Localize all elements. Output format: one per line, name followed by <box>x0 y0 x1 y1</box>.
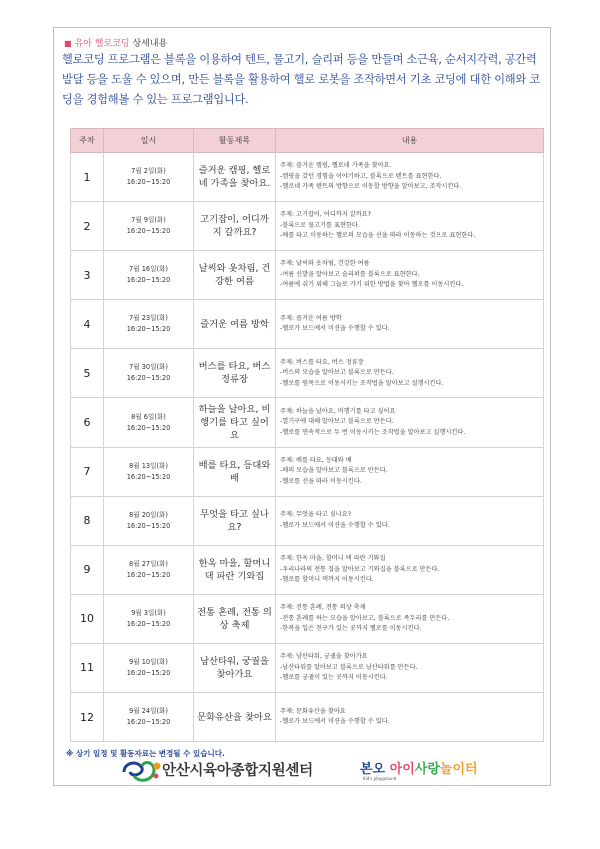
session-date: 7월 9일(화) <box>131 216 166 225</box>
content-line: -남산타워를 알아보고 블록으로 남산타워를 만든다. <box>280 663 418 671</box>
activity-title <box>194 300 276 349</box>
activity-title-text: 즐거운 캠핑, 헬로네 가족을 찾아요. <box>198 165 271 190</box>
content-line: -캠핑을 갔던 경험을 이야기하고, 블록으로 텐트를 표현한다. <box>280 172 442 180</box>
activity-title-text: 배를 타요, 등대와 배 <box>198 459 271 484</box>
session-time: 16:20~15:20 <box>126 619 171 628</box>
session-datetime <box>104 545 194 594</box>
week-number <box>71 643 104 692</box>
activity-content <box>276 398 544 447</box>
activity-title <box>194 496 276 545</box>
activity-content <box>276 643 544 692</box>
activity-content <box>276 594 544 643</box>
week-number <box>71 349 104 398</box>
table-row <box>71 349 544 398</box>
week-number <box>71 693 104 742</box>
activity-title-text: 남산타워, 궁궐을 찾아가요 <box>200 655 269 680</box>
activity-content <box>276 545 544 594</box>
header-date: 일시 <box>104 129 194 153</box>
session-datetime <box>104 496 194 545</box>
header-content: 내용 <box>276 129 544 153</box>
week-number-text: 8 <box>83 514 91 528</box>
activity-content <box>276 300 544 349</box>
activity-content <box>276 447 544 496</box>
session-date: 9월 24일(화) <box>129 707 168 716</box>
content-line: -헬로네 가족 텐트의 방향으로 이동할 방향을 알아보고, 조작시킨다. <box>280 183 462 191</box>
content-line: -헬로를 궁궐이 있는 곳까지 이동시킨다. <box>280 674 388 682</box>
session-date: 7월 2일(화) <box>131 167 166 176</box>
activity-title <box>194 153 276 202</box>
content-line: 주제: 배를 타요, 등대와 배 <box>280 456 352 464</box>
content-line: 주제: 남산타워, 궁궐을 찾아가요 <box>280 653 368 661</box>
header-no: 주차 <box>71 129 104 153</box>
content-line: -헬로를 원목으로 이동시키는 조작법을 알아보고 실행시킨다. <box>280 379 444 387</box>
table-row <box>71 496 544 545</box>
content-line: 주제: 문화유산을 찾아요 <box>280 707 346 715</box>
activity-content <box>276 693 544 742</box>
week-number-text: 5 <box>83 366 91 380</box>
activity-title <box>194 349 276 398</box>
session-date: 8월 20일(화) <box>129 510 168 519</box>
week-number-text: 7 <box>83 465 91 479</box>
activity-title <box>194 202 276 251</box>
session-date: 9월 3일(화) <box>131 608 166 617</box>
content-line: 주제: 고기잡이, 어디까지 갈까요? <box>280 211 371 219</box>
content-line: 주제: 즐거운 캠핑, 헬로네 가족을 찾아요. <box>280 162 392 170</box>
content-line: -우리나라의 전통 집을 알아보고 기와집을 블록으로 만든다. <box>280 565 440 573</box>
session-datetime <box>104 202 194 251</box>
activity-title <box>194 398 276 447</box>
session-time: 16:20~15:20 <box>126 668 171 677</box>
activity-title-text: 고기잡이, 어디까지 갈까요? <box>200 214 269 239</box>
activity-content <box>276 251 544 300</box>
activity-title-text: 전통 혼례, 전통 의상 축제 <box>197 606 272 631</box>
session-date: 8월 6일(화) <box>131 412 166 421</box>
session-date: 7월 16일(화) <box>129 265 168 274</box>
session-time: 16:20~15:20 <box>126 472 171 481</box>
week-number-text: 1 <box>83 170 91 184</box>
section-title-prefix: 유아 헬로코딩 <box>74 39 130 49</box>
session-date: 8월 27일(화) <box>129 559 168 568</box>
content-line: -한복을 입은 친구가 있는 곳까지 헬로를 이동시킨다. <box>280 625 422 633</box>
week-number <box>71 447 104 496</box>
week-number-text: 12 <box>80 710 94 724</box>
week-number-text: 6 <box>83 416 91 430</box>
activity-content <box>276 349 544 398</box>
week-number <box>71 153 104 202</box>
week-number-text: 10 <box>80 612 94 626</box>
square-bullet-icon: ■ <box>64 39 72 48</box>
intro-paragraph: 헬로코딩 프로그램은 블록을 이용하여 텐트, 물고기, 슬리퍼 등을 만들며 소근육, 순서지각력, 공간력 발달 등을 도울 수 있으며, 만든 블록을 활용하여 헬로 로봇을 조작하면서 기초 코딩에 대한 이해와 코딩을 경험해볼 수 있는 프로그램입니다. <box>62 53 540 106</box>
activity-title-text: 하늘을 날아요, 비행기를 타고 싶어요 <box>198 404 271 442</box>
activity-title <box>194 545 276 594</box>
content-line: 주제: 날씨와 옷차림, 건강한 여름 <box>280 260 370 268</box>
session-time: 16:20~15:20 <box>126 718 171 727</box>
content-line: -배를 타고 이동하는 헬로의 모습을 선을 따라 이동하는 것으로 표현한다. <box>280 232 476 240</box>
session-datetime <box>104 643 194 692</box>
table-row <box>71 300 544 349</box>
activity-title-text: 즐거운 여름 방학 <box>200 318 269 330</box>
activity-content <box>276 153 544 202</box>
brand-subtitle: Kid's playground <box>363 776 397 781</box>
content-line: -헬로가 보드에서 미션을 수행할 수 있다. <box>280 718 390 726</box>
week-number-text: 11 <box>80 661 94 675</box>
schedule-table <box>70 128 544 742</box>
week-number <box>71 545 104 594</box>
session-datetime <box>104 349 194 398</box>
session-time: 16:20~15:20 <box>126 521 171 530</box>
table-body <box>71 153 544 742</box>
header-title: 활동제목 <box>194 129 276 153</box>
session-datetime <box>104 153 194 202</box>
content-line: -열기구에 대해 알아보고 블록으로 만든다. <box>280 418 394 426</box>
notice-text: ※ 상기 일정 및 활동자료는 변경될 수 있습니다. <box>66 749 225 758</box>
session-time: 16:20~15:20 <box>126 325 171 334</box>
table-row <box>71 398 544 447</box>
session-datetime <box>104 447 194 496</box>
session-datetime <box>104 693 194 742</box>
content-line: -헬로를 연속적으로 두 번 이동시키는 조작법을 알아보고 실행시킨다. <box>280 428 466 436</box>
session-time: 16:20~15:20 <box>126 178 171 187</box>
table-row <box>71 447 544 496</box>
week-number <box>71 202 104 251</box>
session-time: 16:20~15:20 <box>126 276 171 285</box>
activity-title-text: 무엇을 타고 싶나요? <box>200 508 269 533</box>
brand-part-a: 본오 <box>360 762 386 777</box>
activity-title-text: 한옥 마을, 할머니 댁 파란 기와집 <box>198 557 271 582</box>
activity-title <box>194 643 276 692</box>
session-datetime <box>104 300 194 349</box>
content-line: -배의 모습을 알아보고 블록으로 만든다. <box>280 467 388 475</box>
content-line: -헬로가 보드에서 미션을 수행할 수 있다. <box>280 325 390 333</box>
activity-title <box>194 693 276 742</box>
content-line: 주제: 전통 혼례, 전통 의상 축제 <box>280 604 366 612</box>
activity-title-text: 문화유산을 찾아요 <box>197 711 272 723</box>
content-line: -전통 혼례를 하는 모습을 알아보고, 블록으로 족두리를 만든다. <box>280 614 450 622</box>
session-date: 7월 23일(화) <box>129 314 168 323</box>
brand-part-d: 놀이터 <box>439 762 478 777</box>
session-time: 16:20~15:20 <box>126 374 171 383</box>
week-number-text: 9 <box>83 563 91 577</box>
table-header-row <box>71 129 544 153</box>
content-line: -여름 신발을 알아보고 슬리퍼를 블록으로 표현한다. <box>280 270 420 278</box>
session-date: 7월 30일(화) <box>129 363 168 372</box>
table-row <box>71 693 544 742</box>
activity-title <box>194 447 276 496</box>
week-number <box>71 496 104 545</box>
content-line: -블록으로 물고기를 표현한다. <box>280 221 360 229</box>
week-number-text: 2 <box>83 219 91 233</box>
content-line: 주제: 버스를 타요, 버스 정류장 <box>280 358 364 366</box>
week-number <box>71 300 104 349</box>
content-line: -버스의 모습을 알아보고 블록으로 만든다. <box>280 369 394 377</box>
activity-title-text: 날씨와 옷차림, 건강한 여름 <box>198 263 271 288</box>
brand-part-c: 사랑 <box>414 762 440 777</box>
week-number-text: 3 <box>83 268 91 282</box>
content-line: -헬로가 보드에서 미션을 수행할 수 있다. <box>280 521 390 529</box>
table-row <box>71 594 544 643</box>
week-number <box>71 251 104 300</box>
session-time: 16:20~15:20 <box>126 227 171 236</box>
session-time: 16:20~15:20 <box>126 570 171 579</box>
activity-content <box>276 496 544 545</box>
activity-title <box>194 594 276 643</box>
content-line: -여름에 쉬기 위해 그늘로 가기 위한 방법을 찾아 헬로를 이동시킨다. <box>280 281 464 289</box>
table-row <box>71 251 544 300</box>
session-datetime <box>104 251 194 300</box>
playground-brand <box>360 758 478 777</box>
activity-content <box>276 202 544 251</box>
week-number-text: 4 <box>83 317 91 331</box>
content-line: 주제: 즐거운 여름 방학 <box>280 314 342 322</box>
section-title <box>64 36 167 49</box>
table-row <box>71 643 544 692</box>
session-datetime <box>104 594 194 643</box>
content-line: -헬로를 할머니 댁까지 이동시킨다. <box>280 576 374 584</box>
content-line: 주제: 하늘을 날아요, 비행기를 타고 싶어요 <box>280 407 396 415</box>
section-title-suffix: 상세내용 <box>132 39 168 49</box>
week-number <box>71 398 104 447</box>
session-date: 9월 10일(화) <box>129 657 168 666</box>
content-line: 주제: 무엇을 타고 싶나요? <box>280 511 352 519</box>
activity-title <box>194 251 276 300</box>
content-line: -헬로를 선을 따라 이동시킨다. <box>280 477 362 485</box>
activity-title-text: 버스를 타요, 버스 정류장 <box>198 361 271 386</box>
table-row <box>71 202 544 251</box>
session-time: 16:20~15:20 <box>126 423 171 432</box>
table-row <box>71 153 544 202</box>
content-line: 주제: 한옥 마을, 할머니 댁 파란 기와집 <box>280 555 386 563</box>
table-row <box>71 545 544 594</box>
week-number <box>71 594 104 643</box>
session-date: 8월 13일(화) <box>129 461 168 470</box>
session-datetime <box>104 398 194 447</box>
brand-part-b: 아이 <box>389 762 415 777</box>
center-name: 안산시육아종합지원센터 <box>162 763 313 779</box>
